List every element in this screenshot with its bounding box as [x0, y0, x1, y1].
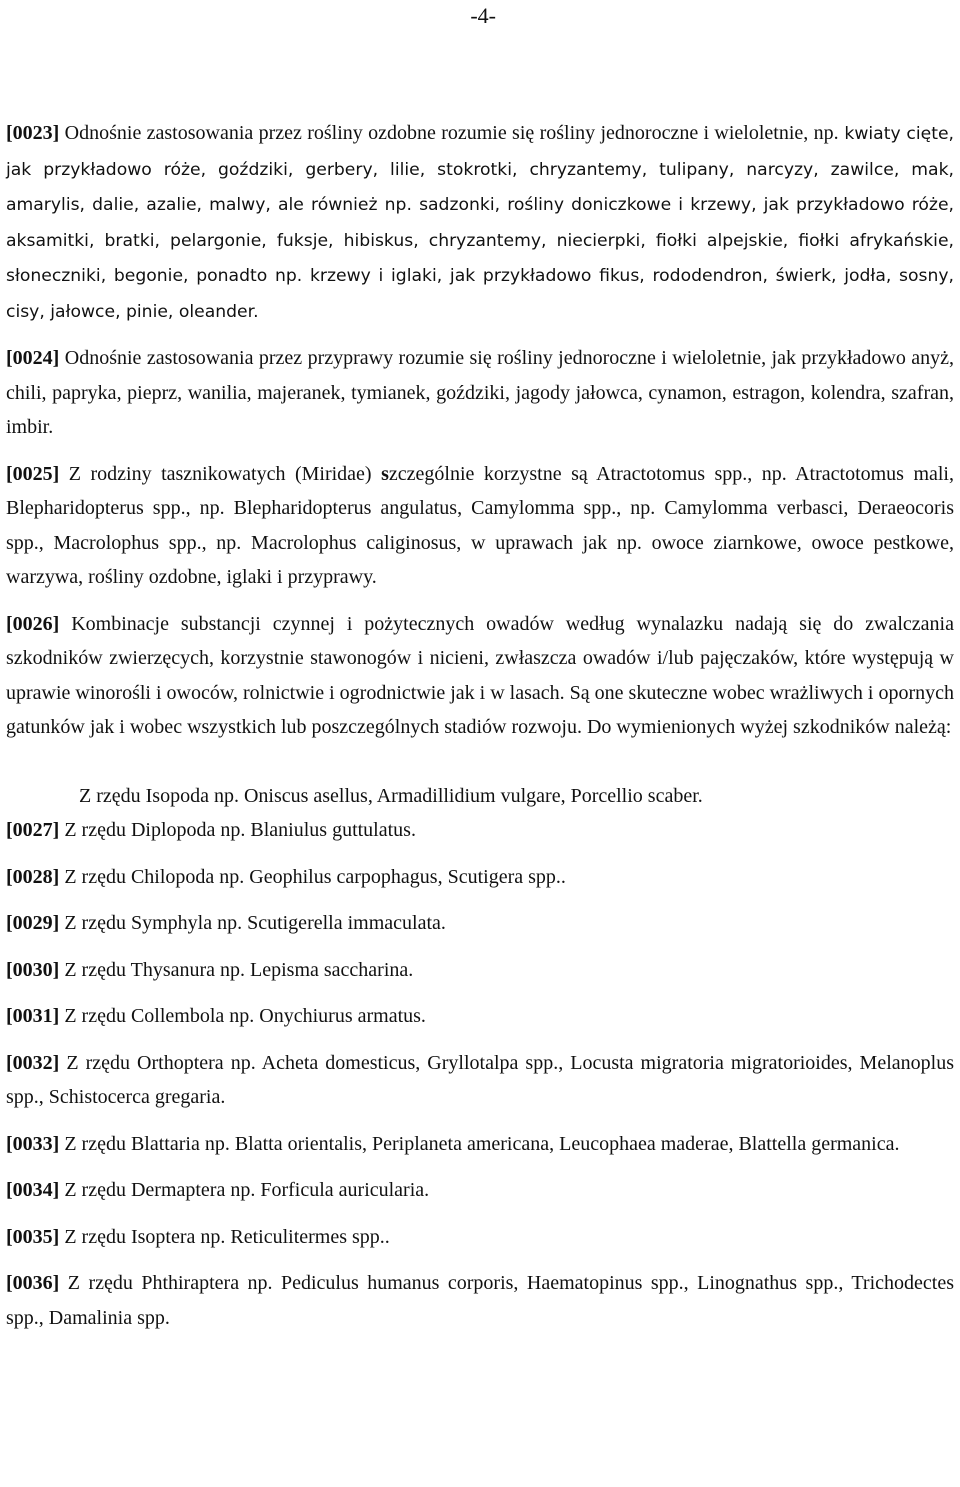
paragraph-text: Z rzędu Isopoda np. Oniscus asellus, Armadillidium vulgare, Porcellio scaber.	[79, 784, 703, 807]
paragraph-text: Z rzędu Diplopoda np. Blaniulus guttulatus.	[59, 819, 416, 841]
paragraph-0024	[6, 341, 954, 445]
paragraph-0025	[6, 457, 954, 595]
paragraph-tag: [0028]	[6, 865, 60, 888]
page-number: -4-	[470, 3, 496, 28]
list-item	[6, 999, 954, 1034]
paragraph-tag: [0035]	[6, 1225, 60, 1248]
paragraph-bold-letter: s	[381, 462, 389, 485]
paragraph-text: Odnośnie zastosowania przez przyprawy rozumie się rośliny jednoroczne i wieloletnie, jak przykładowo anyż, chili, papryka, pieprz, wanilia, majeranek, tymianek, goździki, jagody jałowca, cynamon, estragon, kolendra, szafran, imbir.	[6, 347, 954, 438]
paragraph-tag: [0033]	[6, 1132, 60, 1155]
paragraph-text: Odnośnie zastosowania przez rośliny ozdobne rozumie się rośliny jednoroczne i wieloletnie, np.	[59, 122, 839, 144]
paragraph-text: Z rzędu Phthiraptera np. Pediculus humanus corporis, Haematopinus spp., Linognathus spp., Trichodectes spp., Damalinia spp.	[6, 1272, 954, 1329]
paragraph-tag: [0029]	[6, 912, 60, 934]
paragraph-isopoda	[6, 779, 954, 814]
document-body	[6, 116, 954, 1335]
paragraph-0026	[6, 607, 954, 745]
paragraph-text: Z rzędu Collembola np. Onychiurus armatus.	[59, 1005, 426, 1027]
order-list	[6, 813, 954, 1335]
paragraph-text: ale również np.	[270, 195, 412, 215]
paragraph-tag: [0036]	[6, 1272, 60, 1294]
paragraph-text: Kombinacje substancji czynnej i pożytecznych owadów według wynalazku nadają się do zwalczania szkodników zwierzęcych, korzystnie stawonogów i nicieni, zwłaszcza owadów i/lub pajęczaków, które występują w uprawie winorośli i owoców, rolnictwie i ogrodnictwie jak i w lasach. Są one skuteczne wobec wrażliwych i opornych gatunków jak i wobec wszystkich lub poszczególnych stadiów rozwoju. Do wymienionych wyżej szkodników należą:	[6, 612, 954, 738]
paragraph-tag: [0032]	[6, 1051, 60, 1074]
list-item	[6, 1173, 954, 1208]
list-item	[6, 1127, 954, 1162]
list-item	[6, 813, 954, 848]
paragraph-text: Z rzędu Thysanura np. Lepisma saccharina.	[59, 958, 414, 981]
paragraph-tag: [0027]	[6, 819, 60, 841]
list-item	[6, 1046, 954, 1115]
paragraph-tag: [0034]	[6, 1179, 60, 1201]
list-item	[6, 860, 954, 895]
list-item	[6, 953, 954, 988]
paragraph-0023	[6, 116, 954, 329]
paragraph-tag: [0023]	[6, 122, 60, 144]
paragraph-text: Z rodziny tasznikowatych (Miridae)	[59, 462, 382, 485]
paragraph-text: kwiaty cięte, jak przykładowo róże, goździki, gerbery, lilie, stokrotki, chryzantemy, tulipany, narcyzy, zawilce, mak, amarylis, dalie, azalie, malwy,	[6, 124, 954, 215]
paragraph-text: Z rzędu Symphyla np. Scutigerella immaculata.	[59, 912, 446, 934]
paragraph-tag: [0024]	[6, 347, 60, 369]
paragraph-text: Z rzędu Chilopoda np. Geophilus carpophagus, Scutigera spp..	[59, 865, 566, 888]
paragraph-tag: [0025]	[6, 462, 60, 485]
list-item	[6, 906, 954, 941]
list-item	[6, 1266, 954, 1335]
paragraph-text: zczególnie korzystne są Atractotomus spp., np. Atractotomus mali, Blepharidopterus spp., np. Blepharidopterus angulatus, Camylomma spp., np. Camylomma verbasci, Deraeocoris spp., Macrolophus spp., np. Macrolophus caliginosus, w uprawach jak np. owoce ziarnkowe, owoce pestkowe, warzywa, rośliny ozdobne, iglaki i przyprawy.	[6, 462, 954, 588]
paragraph-text: Z rzędu Dermaptera np. Forficula auricularia.	[59, 1179, 430, 1201]
paragraph-text: Z rzędu Orthoptera np. Acheta domesticus, Gryllotalpa spp., Locusta migratoria migratorioides, Melanoplus spp., Schistocerca gregaria.	[6, 1051, 954, 1108]
list-item	[6, 1220, 954, 1255]
paragraph-text: Z rzędu Blattaria np. Blatta orientalis, Periplaneta americana, Leucophaea maderae, Blattella germanica.	[59, 1132, 900, 1155]
paragraph-tag: [0030]	[6, 958, 60, 981]
paragraph-tag: [0026]	[6, 612, 60, 635]
paragraph-text: Z rzędu Isoptera np. Reticulitermes spp..	[59, 1225, 390, 1248]
paragraph-text: sadzonki, rośliny doniczkowe i krzewy, jak przykładowo róże, aksamitki, bratki, pelargonie, fuksje, hibiskus, chryzantemy, niecierpki, fiołki alpejskie, fiołki afrykańskie, słoneczniki, begonie, ponadto np. krzewy i iglaki, jak przykładowo fikus, rododendron, świerk, jodła, sosny, cisy, jałowce, pinie, oleander.	[6, 195, 954, 322]
paragraph-tag: [0031]	[6, 1005, 60, 1027]
